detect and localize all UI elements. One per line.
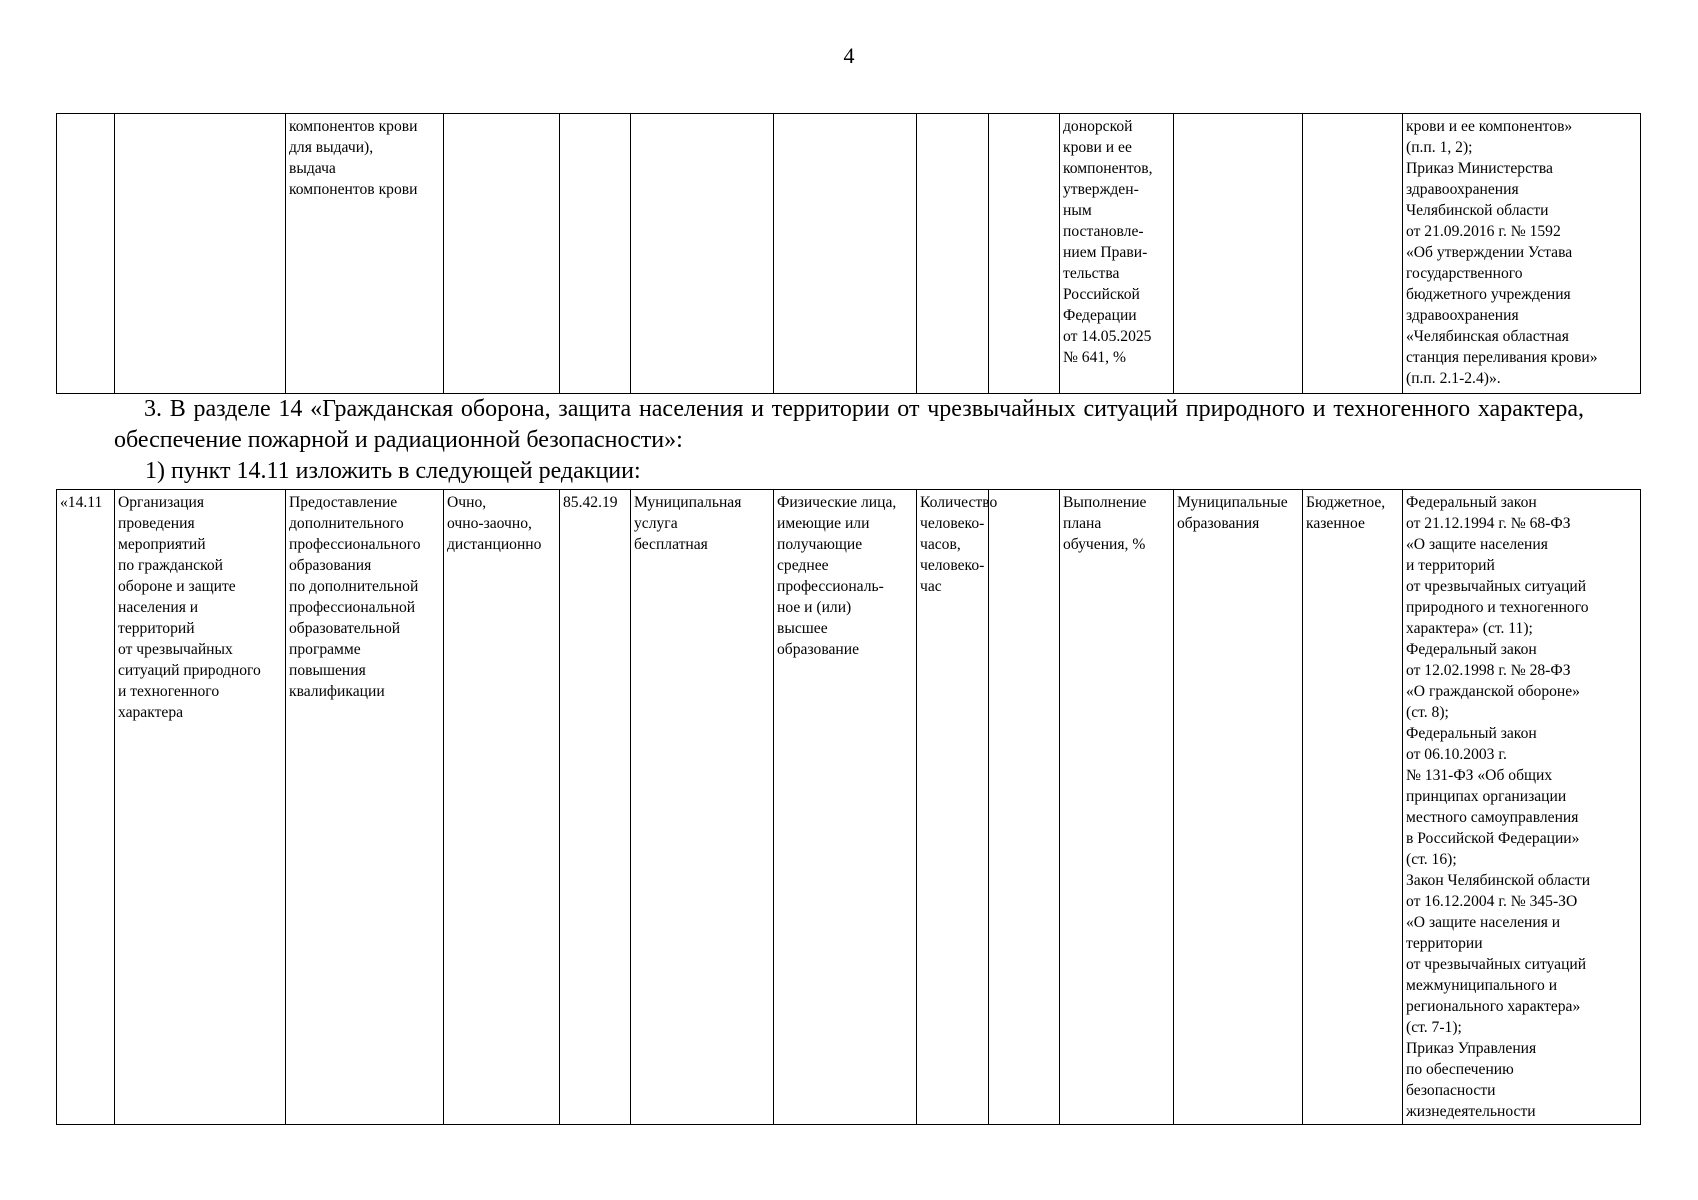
table-cell: Муниципальные образования bbox=[1174, 490, 1303, 1125]
table-cell: Предоставление дополнительного профессионального образования по дополнительной профессиональной образовательной программе повышения квалификации bbox=[286, 490, 444, 1125]
table-cell bbox=[989, 114, 1060, 394]
table-row bbox=[57, 114, 1641, 394]
table-cell: Количество человеко-часов, человеко-час bbox=[917, 490, 989, 1125]
table-cell: Организация проведения мероприятий по гражданской обороне и защите населения и территорий от чрезвычайных ситуаций природного и техногенного характера bbox=[115, 490, 286, 1125]
table-cell: 85.42.19 bbox=[560, 490, 631, 1125]
table-cell: Выполнение плана обучения, % bbox=[1060, 490, 1174, 1125]
table-cell: Очно, очно-заочно, дистанционно bbox=[444, 490, 560, 1125]
table-row bbox=[57, 490, 1641, 1125]
table-cell bbox=[774, 114, 917, 394]
table-cell bbox=[560, 114, 631, 394]
table-cell: Бюджетное, казенное bbox=[1303, 490, 1403, 1125]
table-cell bbox=[917, 114, 989, 394]
page-number: 4 bbox=[843, 43, 855, 68]
table-cell bbox=[444, 114, 560, 394]
table-cell: «14.11 bbox=[57, 490, 115, 1125]
table-cell bbox=[1174, 114, 1303, 394]
table-cell: крови и ее компонентов» (п.п. 1, 2); Приказ Министерства здравоохранения Челябинской области от 21.09.2016 г. № 1592 «Об утверждении Устава государственного бюджетного учреждения здравоохранения «Челябинская областная станция переливания крови» (п.п. 2.1-2.4)». bbox=[1403, 114, 1641, 394]
section-paragraph: 3. В разделе 14 «Гражданская оборона, защита населения и территории от чрезвычайных ситуаций природного и техногенного характера, обеспечение пожарной и радиационной безопасности»: bbox=[114, 396, 1584, 453]
table-cell: донорской крови и ее компонентов, утвержден- ным постановле- нием Прави- тельства Российской Федерации от 14.05.2025 № 641, % bbox=[1060, 114, 1174, 394]
continuation-table bbox=[56, 113, 1641, 394]
item-14-11-table bbox=[56, 489, 1641, 1125]
table-cell bbox=[57, 114, 115, 394]
table-cell: Физические лица, имеющие или получающие среднее профессиональ- ное и (или) высшее образование bbox=[774, 490, 917, 1125]
table-cell bbox=[115, 114, 286, 394]
table-cell bbox=[989, 490, 1060, 1125]
table-cell: компонентов крови для выдачи), выдача компонентов крови bbox=[286, 114, 444, 394]
table-cell: Муниципальная услуга бесплатная bbox=[631, 490, 774, 1125]
table-cell bbox=[1303, 114, 1403, 394]
table-cell bbox=[631, 114, 774, 394]
table-cell: Федеральный закон от 21.12.1994 г. № 68-ФЗ «О защите населения и территорий от чрезвычайных ситуаций природного и техногенного характера» (ст. 11); Федеральный закон от 12.02.1998 г. № 28-ФЗ «О гражданской обороне» (ст. 8); Федеральный закон от 06.10.2003 г. № 131-ФЗ «Об общих принципах организации местного самоуправления в Российской Федерации» (ст. 16); Закон Челябинской области от 16.12.2004 г. № 345-ЗО «О защите населения и территории от чрезвычайных ситуаций межмуниципального и регионального характера» (ст. 7-1); Приказ Управления по обеспечению безопасности жизнедеятельности bbox=[1403, 490, 1641, 1125]
item-paragraph: 1) пункт 14.11 изложить в следующей редакции: bbox=[145, 458, 641, 484]
